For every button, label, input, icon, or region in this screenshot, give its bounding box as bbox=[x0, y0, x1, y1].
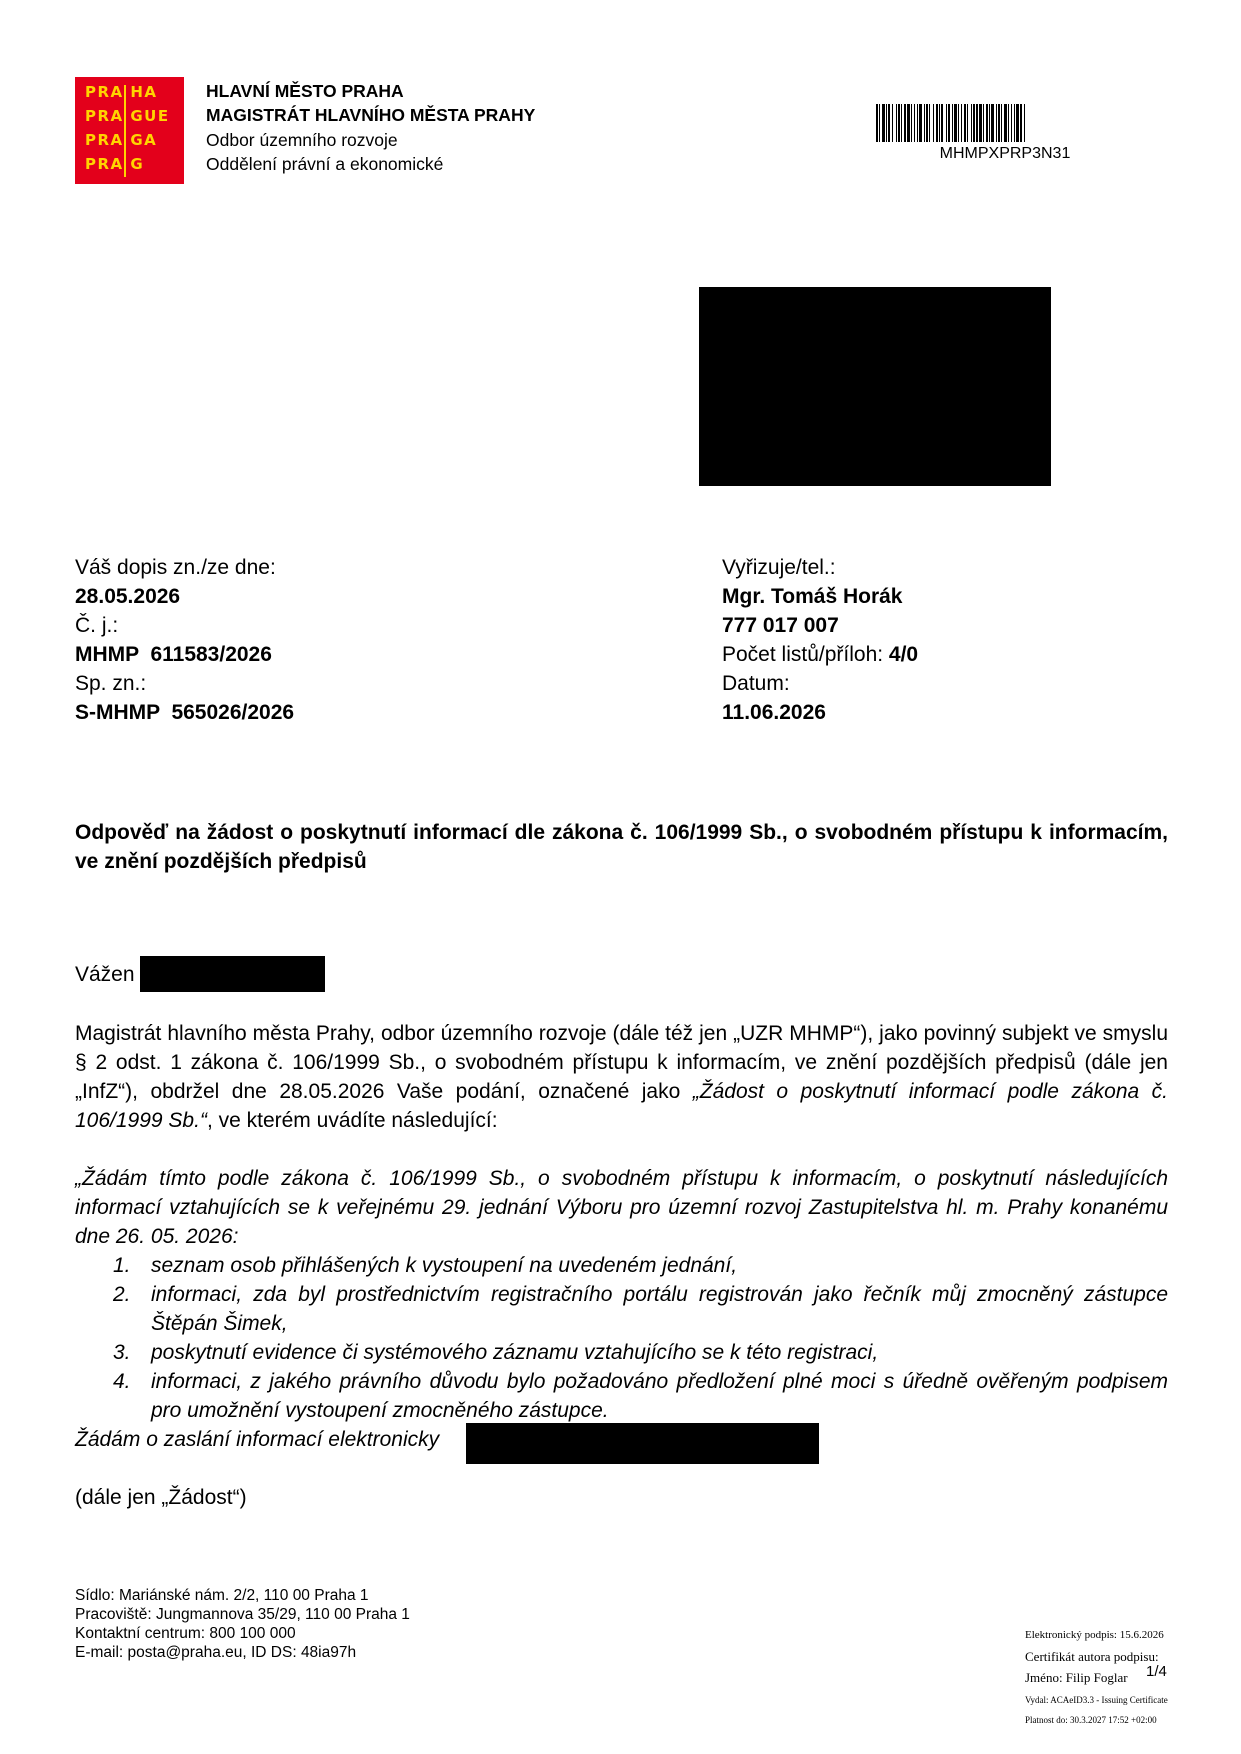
barcode-text: MHMPXPRP3N31 bbox=[939, 145, 1071, 162]
reference-info bbox=[75, 553, 294, 727]
request-list bbox=[75, 1251, 1168, 1425]
header-section: Oddělení právní a ekonomické bbox=[206, 154, 444, 174]
list-number: 4. bbox=[113, 1370, 131, 1393]
date-label: Datum: bbox=[722, 672, 790, 695]
barcode bbox=[876, 104, 1134, 142]
footer-contact-center: Kontaktní centrum: 800 100 000 bbox=[75, 1625, 296, 1642]
logo-line: PRA GA bbox=[85, 131, 158, 149]
logo-line: PRA HA bbox=[85, 83, 158, 101]
logo-line: PRA G bbox=[85, 155, 145, 173]
salutation: Vážen bbox=[75, 963, 135, 986]
signature-issuer: Vydal: ACAeID3.3 - Issuing Certificate bbox=[1025, 1695, 1168, 1705]
redacted-salutation bbox=[140, 956, 325, 992]
handler-name: Mgr. Tomáš Horák bbox=[722, 585, 903, 608]
case-number-label: Č. j.: bbox=[75, 614, 119, 637]
list-item bbox=[75, 1251, 1168, 1280]
list-number: 2. bbox=[113, 1283, 131, 1306]
footer-contacts bbox=[75, 1586, 410, 1662]
footer-seat: Sídlo: Mariánské nám. 2/2, 110 00 Praha 1 bbox=[75, 1587, 369, 1604]
intro-text: Magistrát hlavního města Prahy, odbor územního rozvoje (dále též jen „UZR MHMP“), jako povinný subjekt ve smyslu § 2 odst. 1 zákona č. 106/1999 Sb., o svobodném přístupu k informacím, ve znění pozdějších předpisů (dále jen „InfZ“), obdržel dne 28.05.2026 Vaše podání, označené jako bbox=[75, 1022, 1168, 1103]
list-item bbox=[75, 1280, 1168, 1338]
pages-attachments bbox=[722, 640, 918, 669]
signature-date: Elektronický podpis: 15.6.2026 bbox=[1025, 1629, 1164, 1641]
file-number-value: S-MHMP 565026/2026 bbox=[75, 701, 295, 724]
list-item bbox=[75, 1367, 1168, 1425]
list-text: poskytnutí evidence či systémového záznamu vztahujícího se k této registraci, bbox=[151, 1341, 879, 1364]
letter-date-value: 28.05.2026 bbox=[75, 585, 181, 608]
praha-logo bbox=[75, 77, 184, 184]
intro-paragraph bbox=[75, 1019, 1168, 1135]
pages-value: 4/0 bbox=[888, 643, 919, 666]
list-text: informaci, z jakého právního důvodu bylo požadováno předložení plné moci s úředně ověřeným podpisem pro umožnění vystoupení zmocněného zástupce. bbox=[151, 1370, 1168, 1422]
request-closing: Žádám o zaslání informací elektronicky bbox=[75, 1428, 440, 1451]
intro-tail: , ve kterém uvádíte následující: bbox=[206, 1109, 498, 1132]
request-note: (dále jen „Žádost“) bbox=[75, 1486, 247, 1509]
pages-label: Počet listů/příloh: bbox=[722, 643, 889, 666]
signature-name: Jméno: Filip Foglar bbox=[1025, 1670, 1128, 1685]
redacted-email bbox=[466, 1423, 819, 1464]
handler-phone: 777 017 007 bbox=[722, 614, 839, 637]
letter-date-label: Váš dopis zn./ze dne: bbox=[75, 556, 276, 579]
request-intro: „Žádám tímto podle zákona č. 106/1999 Sb., o svobodném přístupu k informacím, o poskytnutí následujících informací vztahujících se k veřejnému 29. jednání Výboru pro územní rozvoj Zastupitelstva hl. m. Prahy konanému dne 26. 05. 2026: bbox=[75, 1167, 1168, 1248]
footer-email: E-mail: posta@praha.eu, ID DS: 48ia97h bbox=[75, 1644, 357, 1661]
header-department: Odbor územního rozvoje bbox=[206, 130, 398, 150]
case-number-value: MHMP 611583/2026 bbox=[75, 643, 272, 666]
intro-quote: „Žádost o poskytnutí informací podle zákona č. 106/1999 Sb.“ bbox=[75, 1080, 1168, 1132]
header-magistrate: MAGISTRÁT HLAVNÍHO MĚSTA PRAHY bbox=[206, 105, 536, 125]
signature-cert-label: Certifikát autora podpisu: bbox=[1025, 1649, 1159, 1664]
logo-line: PRA GUE bbox=[85, 107, 170, 125]
handler-label: Vyřizuje/tel.: bbox=[722, 556, 836, 579]
list-text: informaci, zda byl prostřednictvím registračního portálu registrován jako řečník můj zmocněný zástupce Štěpán Šimek, bbox=[151, 1283, 1168, 1335]
letter-subject: Odpověď na žádost o poskytnutí informací dle zákona č. 106/1999 Sb., o svobodném přístupu k informacím, ve znění pozdějších předpisů bbox=[75, 821, 1168, 873]
file-number-label: Sp. zn.: bbox=[75, 672, 147, 695]
signature-validity: Platnost do: 30.3.2027 17:52 +02:00 bbox=[1025, 1715, 1157, 1725]
date-value: 11.06.2026 bbox=[722, 701, 826, 724]
list-item bbox=[75, 1338, 1168, 1367]
header-city: HLAVNÍ MĚSTO PRAHA bbox=[206, 81, 404, 101]
list-number: 1. bbox=[113, 1254, 131, 1277]
list-text: seznam osob přihlášených k vystoupení na uvedeném jednání, bbox=[151, 1254, 738, 1277]
handler-info bbox=[722, 553, 918, 727]
list-number: 3. bbox=[113, 1341, 131, 1364]
redacted-recipient-address bbox=[699, 287, 1051, 486]
page-number: 1/4 bbox=[1146, 1663, 1167, 1680]
footer-workplace: Pracoviště: Jungmannova 35/29, 110 00 Praha 1 bbox=[75, 1606, 410, 1623]
